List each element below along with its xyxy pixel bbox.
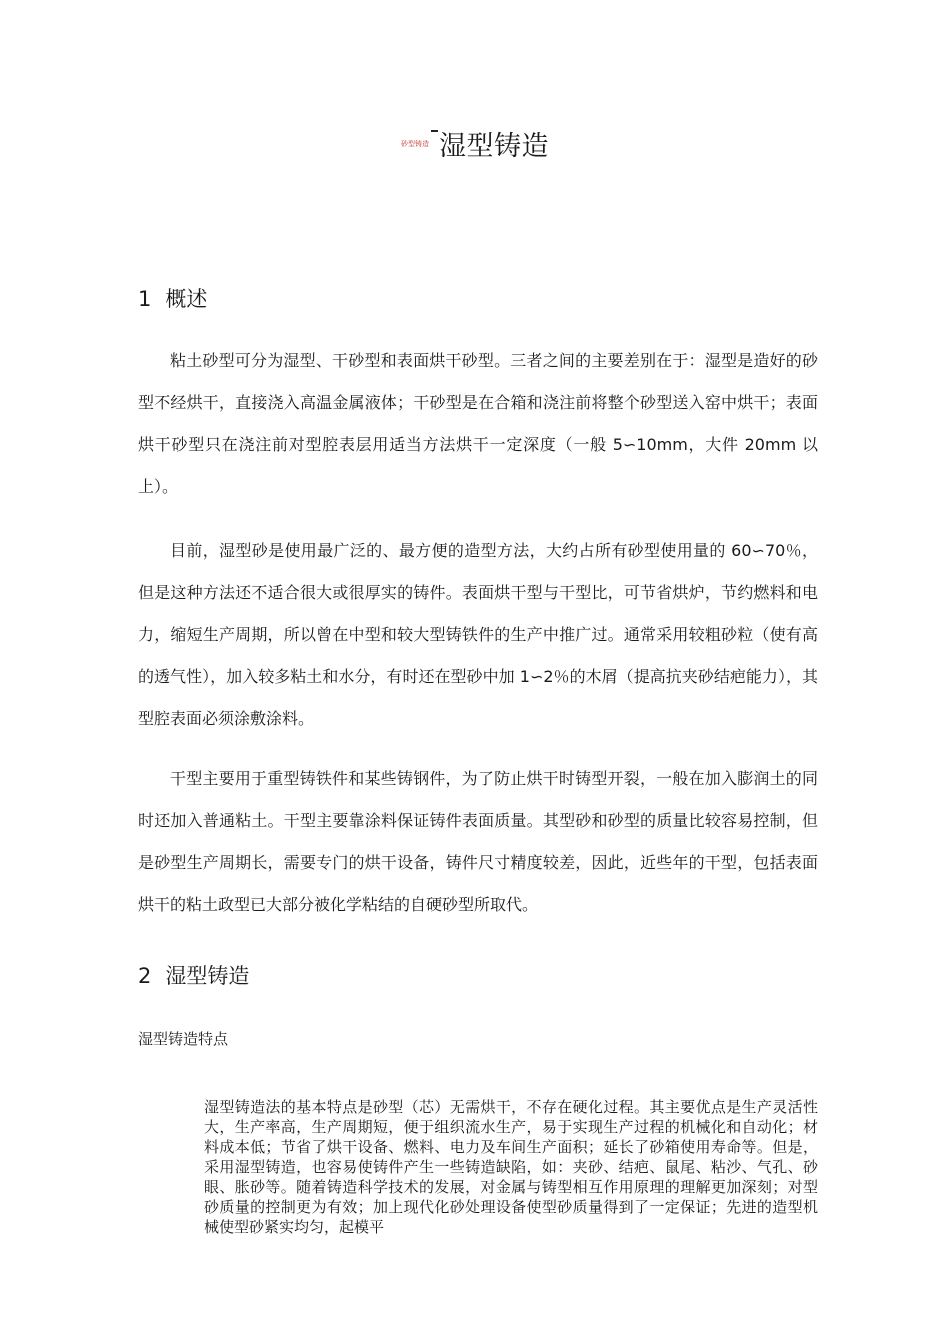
section-title: 湿型铸造 bbox=[165, 964, 250, 988]
section-title: 概述 bbox=[165, 287, 208, 311]
section-2-heading bbox=[138, 960, 249, 990]
subsection-heading: 湿型铸造特点 bbox=[138, 1030, 229, 1048]
document-title bbox=[0, 124, 950, 163]
section-number: 1 bbox=[138, 287, 152, 311]
title-prefix: 砂型铸造 bbox=[401, 139, 429, 148]
title-dash bbox=[431, 130, 438, 132]
paragraph: 干型主要用于重型铸铁件和某些铸钢件，为了防止烘干时铸型开裂，一般在加入膨润土的同时还加入普通粘土。干型主要靠涂料保证铸件表面质量。其型砂和砂型的质量比较容易控制，但是砂型生产周期长，需要专门的烘干设备，铸件尺寸精度较差，因此，近些年的干型，包括表面烘干的粘土政型已大部分被化学粘结的自硬砂型所取代。 bbox=[138, 769, 818, 914]
block-paragraph: 湿型铸造法的基本特点是砂型（芯）无需烘干，不存在硬化过程。其主要优点是生产灵活性大，生产率高，生产周期短，便于组织流水生产，易于实现生产过程的机械化和自动化；材料成本低；节省了烘干设备、燃料、电力及车间生产面积；延长了砂箱使用寿命等。但是，采用湿型铸造，也容易使铸件产生一些铸造缺陷，如：夹砂、结疤、鼠尾、粘沙、气孔、砂眼、胀砂等。随着铸造科学技术的发展，对金属与铸型相互作用原理的理解更加深刻；对型砂质量的控制更为有效；加上现代化砂处理设备使型砂质量得到了一定保证；先进的造型机械使型砂紧实均匀，起模平 bbox=[204, 1098, 818, 1236]
section-1-heading bbox=[138, 283, 207, 313]
paragraph: 粘土砂型可分为湿型、干砂型和表面烘干砂型。三者之间的主要差别在于：湿型是造好的砂型不经烘干，直接浇入高温金属液体；干砂型是在合箱和浇注前将整个砂型送入窑中烘干；表面烘干砂型只在浇注前对型腔表层用适当方法烘干一定深度（一般 5∽10mm，大件 20mm 以上）。 bbox=[138, 351, 818, 496]
section-number: 2 bbox=[138, 964, 152, 988]
paragraph: 目前，湿型砂是使用最广泛的、最方便的造型方法，大约占所有砂型使用量的 60∽70％，但是这种方法还不适合很大或很厚实的铸件。表面烘干型与干型比，可节省烘炉，节约燃料和电力，缩短生产周期，所以曾在中型和较大型铸铁件的生产中推广过。通常采用较粗砂粒（使有高的透气性），加入较多粘土和水分，有时还在型砂中加 1∽2％的木屑（提高抗夹砂结疤能力），其型腔表面必须涂敷涂料。 bbox=[138, 541, 818, 728]
title-text: 湿型铸造 bbox=[439, 131, 549, 162]
